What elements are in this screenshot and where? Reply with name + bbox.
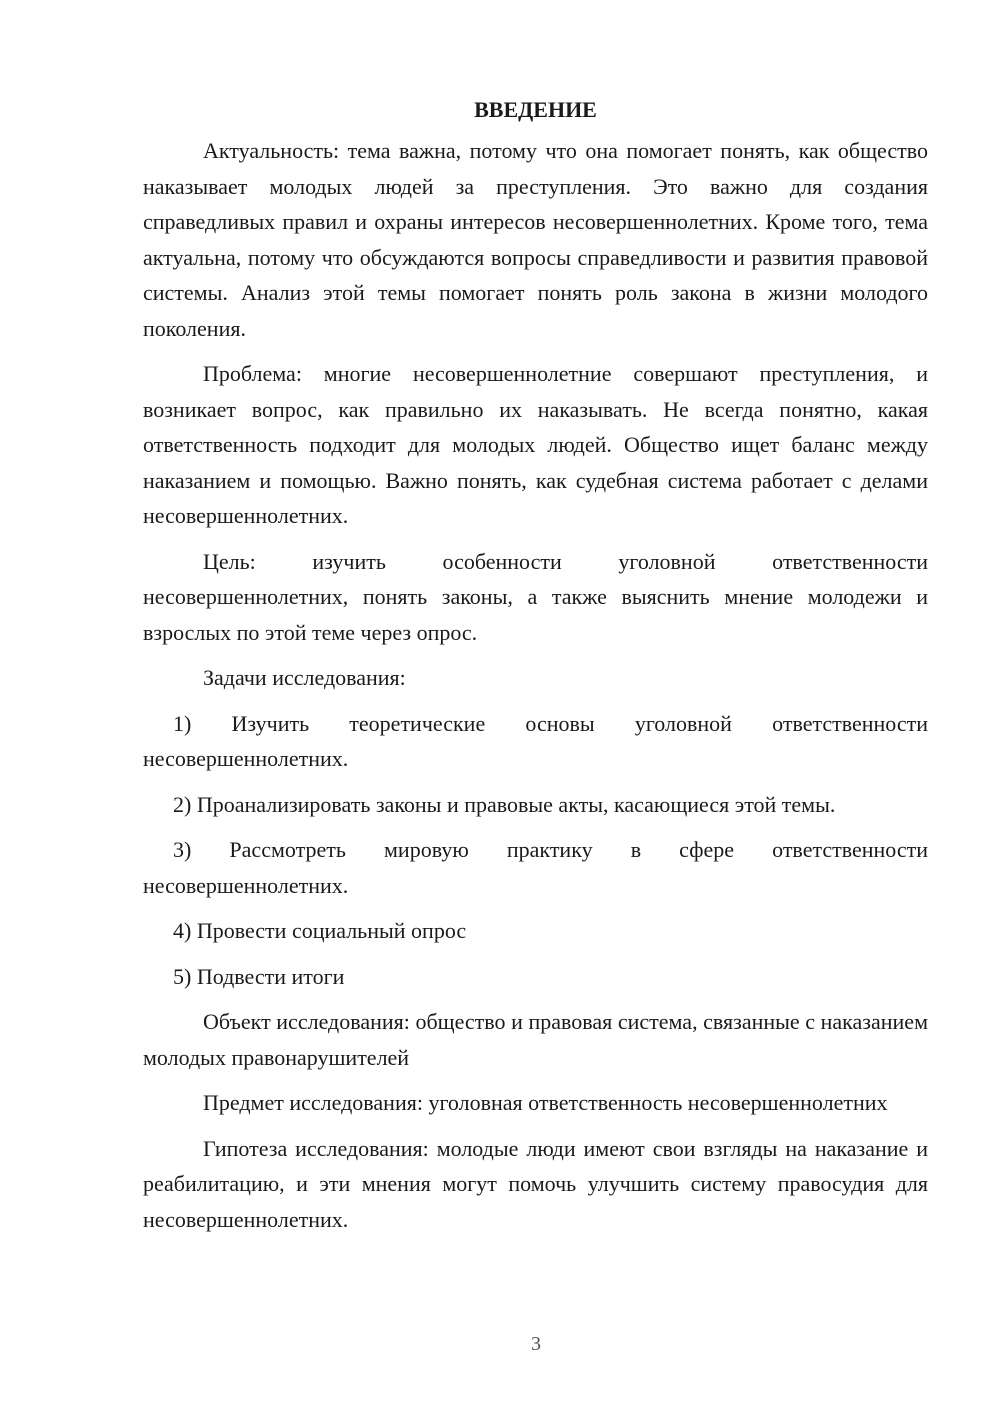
page-number: 3 <box>531 1333 541 1355</box>
document-page <box>143 93 928 1247</box>
paragraph-goal: Цель: изучить особенности уголовной ответственности несовершеннолетних, понять законы, а также выяснить мнение молодежи и взрослых по этой теме через опрос. <box>143 548 928 645</box>
task-item-3: 3) Рассмотреть мировую практику в сфере ответственности несовершеннолетних. <box>143 837 928 898</box>
page-title: ВВЕДЕНИЕ <box>474 97 597 122</box>
paragraph-subject: Предмет исследования: уголовная ответственность несовершеннолетних <box>203 1090 888 1115</box>
paragraph-hypothesis: Гипотеза исследования: молодые люди имеют свои взгляды на наказание и реабилитацию, и эти мнения могут помочь улучшить систему правосудия для несовершеннолетних. <box>143 1135 928 1232</box>
task-item-4: 4) Провести социальный опрос <box>173 918 467 943</box>
paragraph-relevance: Актуальность: тема важна, потому что она помогает понять, как общество наказывает молодых людей за преступления. Это важно для создания справедливых правил и охраны интересов несовершеннолетних. Кроме того, тема актуальна, потому что обсуждаются вопросы справедливости и развития правовой системы. Анализ этой темы помогает понять роль закона в жизни молодого поколения. <box>143 138 928 341</box>
paragraph-object: Объект исследования: общество и правовая система, связанные с наказанием молодых правонарушителей <box>143 1009 928 1070</box>
task-item-5: 5) Подвести итоги <box>173 963 345 989</box>
tasks-heading: Задачи исследования: <box>203 665 406 690</box>
task-item-2: 2) Проанализировать законы и правовые акты, касающиеся этой темы. <box>173 791 836 817</box>
paragraph-problem: Проблема: многие несовершеннолетние совершают преступления, и возникает вопрос, как правильно их наказывать. Не всегда понятно, какая ответственность подходит для молодых людей. Общество ищет баланс между наказанием и помощью. Важно понять, как судебная система работает с делами несовершеннолетних. <box>143 361 928 528</box>
task-item-1: 1) Изучить теоретические основы уголовной ответственности несовершеннолетних. <box>143 710 928 771</box>
